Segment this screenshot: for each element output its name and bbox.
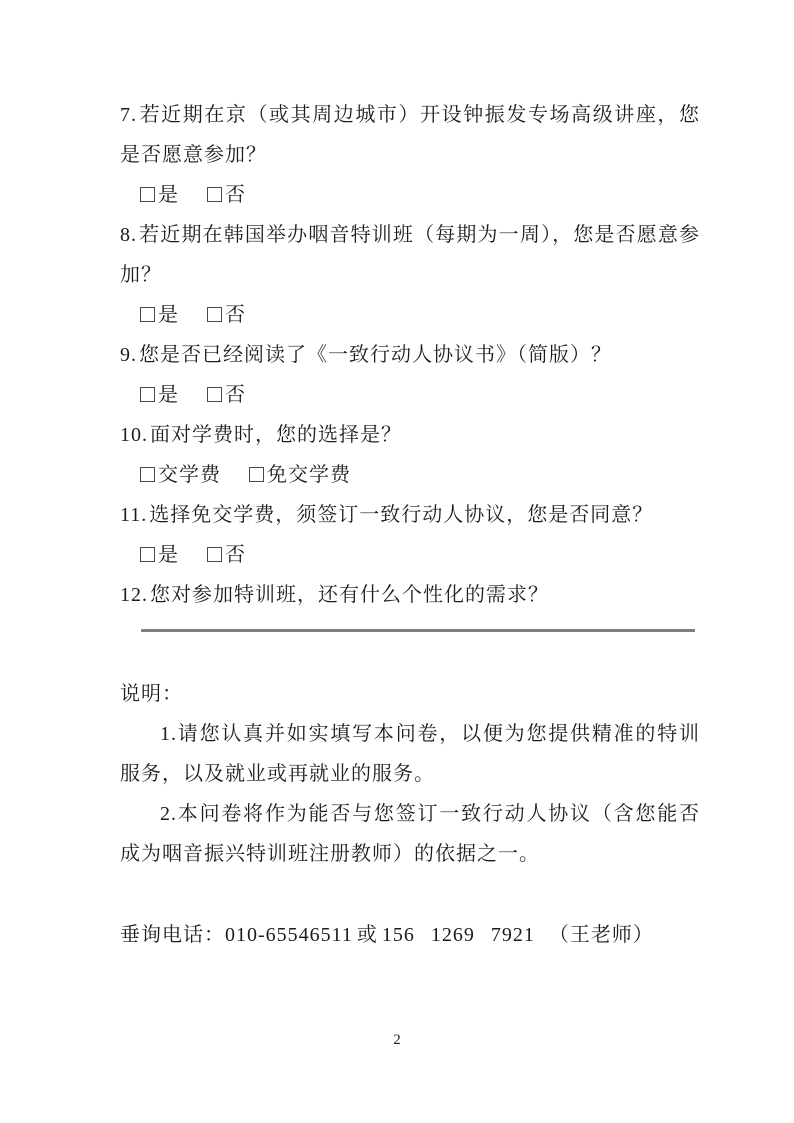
options-row [120,295,700,335]
option-pay-tuition[interactable] [140,455,221,495]
conjunction: 或 [356,924,378,946]
question-number: 10. [120,424,148,446]
phone-number-secondary: 156 1269 7921 [381,924,535,946]
option-yes[interactable] [140,295,179,335]
question-text [120,575,700,615]
question-body: 选择免交学费，须签订一致行动人协议，您是否同意？ [149,504,654,526]
page-number: 2 [393,1032,401,1048]
question-7 [120,95,700,215]
option-label: 否 [225,184,246,206]
checkbox-icon[interactable] [207,307,222,322]
question-body: 若近期在京（或其周边城市）开设钟振发专场高级讲座，您是否愿意参加？ [120,104,700,166]
options-row [120,175,700,215]
contact-line [120,915,720,955]
checkbox-icon[interactable] [207,187,222,202]
contact-person: （王老师） [548,924,654,946]
question-text [120,335,700,375]
option-label: 否 [225,384,246,406]
section-divider [141,629,695,632]
notes-heading: 说明： [120,683,183,705]
option-label: 是 [158,384,179,406]
options-row [120,375,700,415]
checkbox-icon[interactable] [207,547,222,562]
note-item-2: 2.本问卷将作为能否与您签订一致行动人协议（含您能否成为咽音振兴特训班注册教师）的依据之一。 [120,803,700,865]
question-10 [120,415,700,495]
option-no[interactable] [207,295,246,335]
phone-number-primary: 010-65546511 [225,924,353,946]
question-11 [120,495,700,575]
note-item-1: 1.请您认真并如实填写本问卷，以便为您提供精准的特训服务，以及就业或再就业的服务。 [120,723,700,785]
option-yes[interactable] [140,535,179,575]
question-number: 11. [120,504,148,526]
question-12 [120,575,700,615]
checkbox-icon[interactable] [140,547,155,562]
question-body: 您对参加特训班，还有什么个性化的需求？ [150,584,549,606]
question-body: 若近期在韩国举办咽音特训班（每期为一周），您是否愿意参加？ [120,224,700,286]
option-label: 否 [225,544,246,566]
option-label: 是 [158,304,179,326]
checkbox-icon[interactable] [140,467,155,482]
question-text [120,495,700,535]
option-no[interactable] [207,175,246,215]
question-body: 您是否已经阅读了《一致行动人协议书》（简版）？ [139,344,612,366]
option-label: 是 [158,544,179,566]
question-text [120,415,700,455]
checkbox-icon[interactable] [140,387,155,402]
question-9 [120,335,700,415]
notes-section [120,674,700,874]
checkbox-icon[interactable] [249,467,264,482]
option-label: 交学费 [158,464,221,486]
option-yes[interactable] [140,175,179,215]
checkbox-icon[interactable] [140,187,155,202]
option-no[interactable] [207,375,246,415]
questions-section [120,95,700,615]
question-number: 7. [120,104,137,126]
question-8 [120,215,700,335]
question-number: 9. [120,344,137,366]
option-label: 是 [158,184,179,206]
question-number: 8. [120,224,137,246]
contact-label: 垂询电话： [120,924,225,946]
checkbox-icon[interactable] [140,307,155,322]
option-label: 免交学费 [267,464,351,486]
question-text [120,215,700,295]
option-label: 否 [225,304,246,326]
question-body: 面对学费时，您的选择是？ [150,424,402,446]
options-row [120,535,700,575]
option-waive-tuition[interactable] [249,455,351,495]
option-no[interactable] [207,535,246,575]
checkbox-icon[interactable] [207,387,222,402]
question-number: 12. [120,584,148,606]
question-text [120,95,700,175]
options-row [120,455,700,495]
option-yes[interactable] [140,375,179,415]
